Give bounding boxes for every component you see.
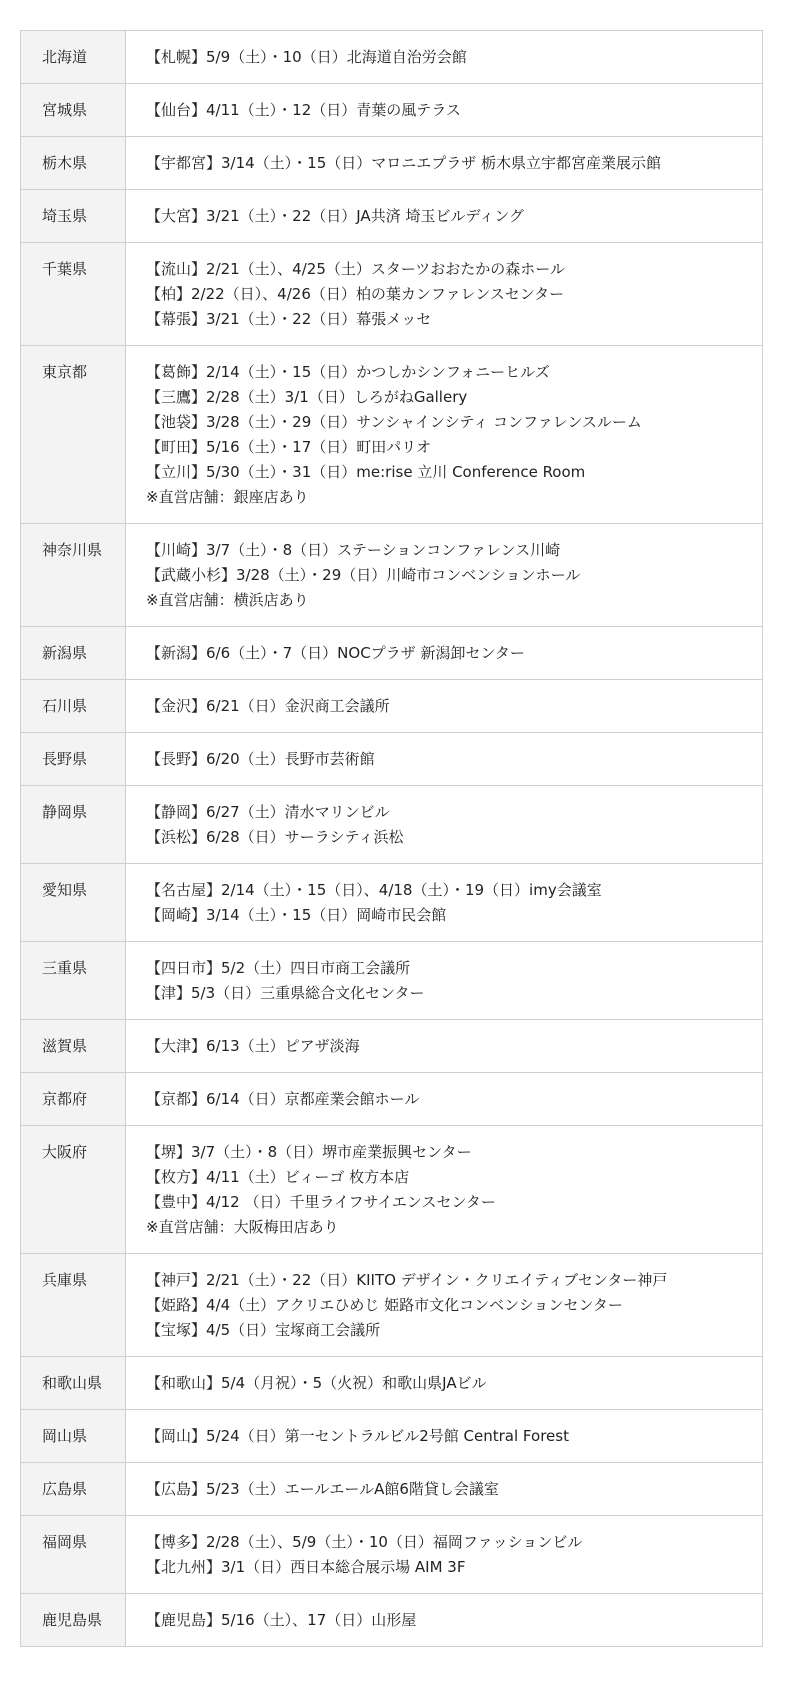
venue-details-cell xyxy=(126,1254,763,1357)
venue-line: 【新潟】6/6（土）・7（日）NOCプラザ 新潟卸センター xyxy=(146,644,525,662)
event-schedule-table xyxy=(20,30,763,1647)
table-row xyxy=(21,786,763,864)
venue-line: 【柏】2/22（日）、4/26（日）柏の葉カンファレンスセンター xyxy=(146,285,565,303)
prefecture-cell: 石川県 xyxy=(21,680,126,733)
venue-line: 【京都】6/14（日）京都産業会館ホール xyxy=(146,1090,420,1108)
venue-line: 【岡崎】3/14（土）・15（日）岡崎市民会館 xyxy=(146,906,447,924)
venue-line: 【長野】6/20（土）長野市芸術館 xyxy=(146,750,375,768)
venue-details-cell xyxy=(126,31,763,84)
prefecture-cell: 和歌山県 xyxy=(21,1357,126,1410)
venue-details-cell xyxy=(126,733,763,786)
venue-line: 【武蔵小杉】3/28（土）・29（日）川崎市コンベンションホール xyxy=(146,566,581,584)
prefecture-cell: 埼玉県 xyxy=(21,190,126,243)
table-row xyxy=(21,627,763,680)
venue-line: 【幕張】3/21（土）・22（日）幕張メッセ xyxy=(146,310,432,328)
venue-details-cell xyxy=(126,1594,763,1647)
venue-line: 【和歌山】5/4（月祝）・5（火祝）和歌山県JAビル xyxy=(146,1374,487,1392)
venue-line: 【北九州】3/1（日）西日本総合展示場 AIM 3F xyxy=(146,1558,466,1576)
prefecture-cell: 千葉県 xyxy=(21,243,126,346)
venue-details-cell xyxy=(126,864,763,942)
prefecture-cell: 三重県 xyxy=(21,942,126,1020)
venue-details-cell xyxy=(126,84,763,137)
table-row xyxy=(21,137,763,190)
prefecture-cell: 大阪府 xyxy=(21,1126,126,1254)
venue-line: 【金沢】6/21（日）金沢商工会議所 xyxy=(146,697,390,715)
prefecture-cell: 福岡県 xyxy=(21,1516,126,1594)
venue-line: 【神戸】2/21（土）・22（日）KIITO デザイン・クリエイティブセンター神戸 xyxy=(146,1271,668,1289)
prefecture-cell: 北海道 xyxy=(21,31,126,84)
venue-details-cell xyxy=(126,346,763,524)
venue-details-cell xyxy=(126,1020,763,1073)
venue-line: 【仙台】4/11（土）・12（日）青葉の風テラス xyxy=(146,101,461,119)
table-row xyxy=(21,1126,763,1254)
table-row xyxy=(21,190,763,243)
venue-line: 【札幌】5/9（土）・10（日）北海道自治労会館 xyxy=(146,48,467,66)
venue-details-cell xyxy=(126,1126,763,1254)
venue-line: 【広島】5/23（土）エールエールA館6階貸し会議室 xyxy=(146,1480,499,1498)
venue-details-cell xyxy=(126,680,763,733)
venue-details-cell xyxy=(126,1073,763,1126)
venue-line: 【大津】6/13（土）ピアザ淡海 xyxy=(146,1037,360,1055)
prefecture-cell: 長野県 xyxy=(21,733,126,786)
venue-details-cell xyxy=(126,137,763,190)
event-schedule-body xyxy=(21,31,763,1647)
table-row xyxy=(21,84,763,137)
prefecture-cell: 新潟県 xyxy=(21,627,126,680)
venue-line: 【名古屋】2/14（土）・15（日）、4/18（土）・19（日）imy会議室 xyxy=(146,881,602,899)
prefecture-cell: 宮城県 xyxy=(21,84,126,137)
venue-line: 【岡山】5/24（日）第一セントラルビル2号館 Central Forest xyxy=(146,1427,569,1445)
prefecture-cell: 広島県 xyxy=(21,1463,126,1516)
table-row xyxy=(21,1357,763,1410)
venue-details-cell xyxy=(126,786,763,864)
venue-line: 【川崎】3/7（土）・8（日）ステーションコンファレンス川崎 xyxy=(146,541,561,559)
prefecture-cell: 神奈川県 xyxy=(21,524,126,627)
venue-line: 【姫路】4/4（土）アクリエひめじ 姫路市文化コンベンションセンター xyxy=(146,1296,623,1314)
direct-store-note: ※直営店舗：銀座店あり xyxy=(146,488,309,506)
prefecture-cell: 東京都 xyxy=(21,346,126,524)
table-row xyxy=(21,31,763,84)
venue-line: 【静岡】6/27（土）清水マリンビル xyxy=(146,803,390,821)
prefecture-cell: 岡山県 xyxy=(21,1410,126,1463)
table-row xyxy=(21,680,763,733)
venue-line: 【大宮】3/21（土）・22（日）JA共済 埼玉ビルディング xyxy=(146,207,524,225)
venue-details-cell xyxy=(126,942,763,1020)
venue-line: 【豊中】4/12 （日）千里ライフサイエンスセンター xyxy=(146,1193,496,1211)
venue-details-cell xyxy=(126,1357,763,1410)
prefecture-cell: 滋賀県 xyxy=(21,1020,126,1073)
table-row xyxy=(21,1410,763,1463)
venue-line: 【流山】2/21（土）、4/25（土）スターツおおたかの森ホール xyxy=(146,260,565,278)
venue-details-cell xyxy=(126,1516,763,1594)
venue-line: 【葛飾】2/14（土）・15（日）かつしかシンフォニーヒルズ xyxy=(146,363,550,381)
table-row xyxy=(21,524,763,627)
venue-line: 【浜松】6/28（日）サーラシティ浜松 xyxy=(146,828,404,846)
venue-details-cell xyxy=(126,627,763,680)
table-row xyxy=(21,1254,763,1357)
direct-store-note: ※直営店舗：横浜店あり xyxy=(146,591,309,609)
table-row xyxy=(21,1516,763,1594)
table-row xyxy=(21,1073,763,1126)
table-row xyxy=(21,942,763,1020)
table-row xyxy=(21,243,763,346)
table-row xyxy=(21,864,763,942)
prefecture-cell: 愛知県 xyxy=(21,864,126,942)
venue-line: 【枚方】4/11（土）ビィーゴ 枚方本店 xyxy=(146,1168,410,1186)
prefecture-cell: 栃木県 xyxy=(21,137,126,190)
venue-line: 【津】5/3（日）三重県総合文化センター xyxy=(146,984,425,1002)
table-row xyxy=(21,1594,763,1647)
prefecture-cell: 京都府 xyxy=(21,1073,126,1126)
venue-line: 【鹿児島】5/16（土）、17（日）山形屋 xyxy=(146,1611,417,1629)
venue-line: 【宇都宮】3/14（土）・15（日）マロニエプラザ 栃木県立宇都宮産業展示館 xyxy=(146,154,662,172)
prefecture-cell: 静岡県 xyxy=(21,786,126,864)
table-row xyxy=(21,1020,763,1073)
venue-details-cell xyxy=(126,524,763,627)
table-row xyxy=(21,1463,763,1516)
venue-details-cell xyxy=(126,243,763,346)
venue-line: 【町田】5/16（土）・17（日）町田パリオ xyxy=(146,438,432,456)
direct-store-note: ※直営店舗：大阪梅田店あり xyxy=(146,1218,339,1236)
venue-line: 【宝塚】4/5（日）宝塚商工会議所 xyxy=(146,1321,381,1339)
prefecture-cell: 兵庫県 xyxy=(21,1254,126,1357)
venue-line: 【池袋】3/28（土）・29（日）サンシャインシティ コンファレンスルーム xyxy=(146,413,642,431)
table-row xyxy=(21,733,763,786)
venue-line: 【博多】2/28（土）、5/9（土）・10（日）福岡ファッションビル xyxy=(146,1533,583,1551)
venue-line: 【立川】5/30（土）・31（日）me:rise 立川 Conference Room xyxy=(146,463,586,481)
venue-line: 【堺】3/7（土）・8（日）堺市産業振興センター xyxy=(146,1143,472,1161)
prefecture-cell: 鹿児島県 xyxy=(21,1594,126,1647)
venue-details-cell xyxy=(126,1463,763,1516)
venue-line: 【三鷹】2/28（土）3/1（日）しろがねGallery xyxy=(146,388,468,406)
venue-details-cell xyxy=(126,190,763,243)
venue-line: 【四日市】5/2（土）四日市商工会議所 xyxy=(146,959,411,977)
table-row xyxy=(21,346,763,524)
venue-details-cell xyxy=(126,1410,763,1463)
